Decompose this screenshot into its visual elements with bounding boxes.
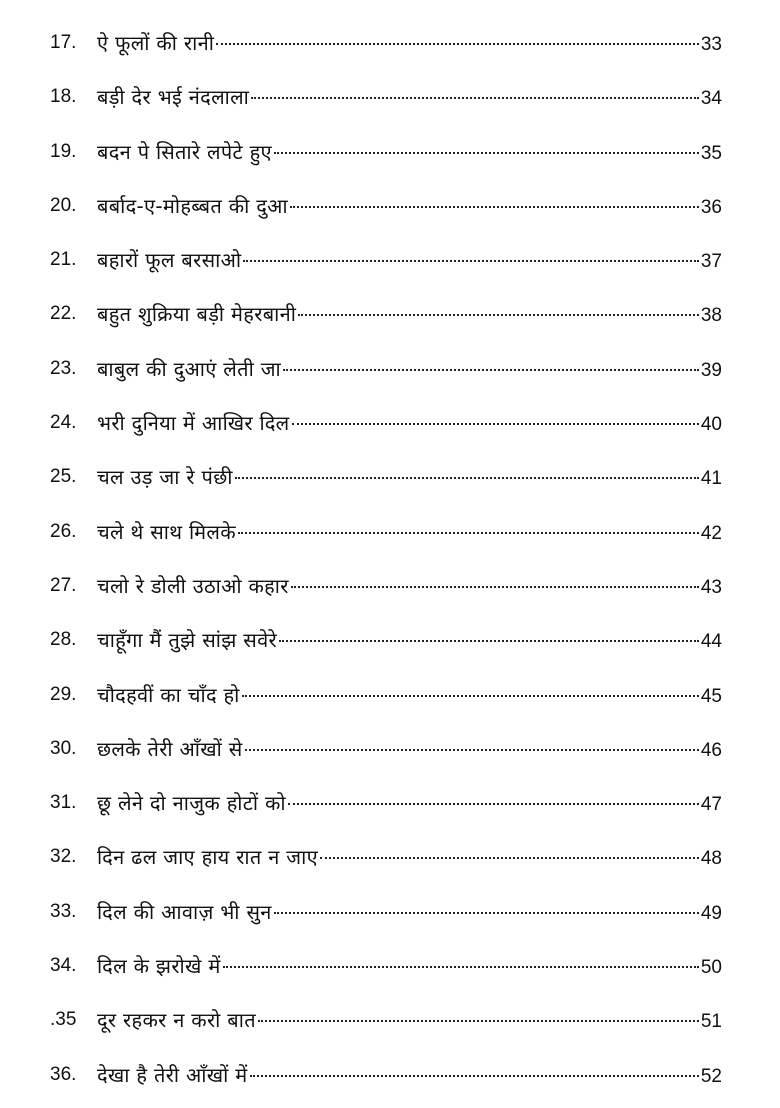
- entry-title: दिल की आवाज़ भी सुन: [97, 899, 272, 924]
- entry-line: [97, 680, 722, 710]
- entry-page-number: 43: [700, 576, 722, 598]
- entry-line: [97, 1005, 722, 1035]
- entry-number: .35: [50, 1009, 77, 1031]
- entry-page-number: 50: [700, 957, 722, 979]
- entry-line: [97, 1060, 722, 1090]
- entry-number: 36.: [50, 1063, 77, 1085]
- dot-leader: [223, 966, 699, 968]
- entry-page-number: 45: [700, 685, 722, 707]
- entry-number: 18.: [50, 86, 77, 108]
- toc-entry: [0, 291, 780, 345]
- entry-title: देखा है तेरी आँखों में: [97, 1062, 248, 1087]
- entry-number: 31.: [50, 792, 77, 814]
- entry-page-number: 51: [700, 1011, 722, 1033]
- entry-page-number: 36: [700, 196, 722, 218]
- entry-page-number: 33: [700, 34, 722, 55]
- toc-entry: [0, 889, 780, 943]
- entry-page-number: 42: [700, 522, 722, 544]
- dot-leader: [250, 1075, 699, 1077]
- entry-title: बड़ी देर भई नंदलाला: [97, 85, 250, 110]
- entry-title: बहुत शुक्रिया बड़ी मेहरबानी: [97, 302, 297, 327]
- toc-entry: [0, 454, 780, 508]
- entry-line: [97, 897, 722, 927]
- entry-line: [97, 951, 722, 981]
- entry-page-number: 35: [700, 142, 722, 164]
- dot-leader: [288, 803, 699, 805]
- entry-number: 30.: [50, 737, 77, 759]
- entry-line: [97, 842, 722, 872]
- entry-page-number: 34: [700, 88, 722, 110]
- entry-title: चाहूँगा मैं तुझे सांझ सवेरे: [97, 628, 277, 653]
- dot-leader: [274, 152, 699, 154]
- entry-number: 27.: [50, 574, 77, 596]
- entry-number: 22.: [50, 303, 77, 325]
- entry-number: 19.: [50, 140, 77, 162]
- dot-leader: [292, 423, 699, 425]
- entry-line: [97, 517, 722, 547]
- entry-line: [97, 462, 722, 492]
- entry-line: [97, 734, 722, 764]
- entry-title: छू लेने दो नाजुक होटों को: [97, 791, 286, 816]
- toc-entry: [0, 400, 780, 454]
- entry-title: दूर रहकर न करो बात: [97, 1008, 256, 1033]
- entry-title: दिल के झरोखे में: [97, 954, 221, 979]
- entry-title: बर्बाद-ए-मोहब्बत की दुआ: [97, 193, 288, 218]
- toc-entry: [0, 183, 780, 237]
- entry-title: चलो रे डोली उठाओ कहार: [97, 573, 289, 598]
- toc-entry: [0, 672, 780, 726]
- entry-page-number: 38: [700, 305, 722, 327]
- toc-entry: [0, 509, 780, 563]
- entry-line: [97, 191, 722, 221]
- dot-leader: [238, 532, 699, 534]
- entry-line: [97, 299, 722, 329]
- entry-page-number: 39: [700, 359, 722, 381]
- toc-entry: [0, 726, 780, 780]
- dot-leader: [242, 695, 699, 697]
- entry-number: 17.: [50, 32, 77, 53]
- entry-page-number: 52: [700, 1065, 722, 1087]
- entry-title: चले थे साथ मिलके: [97, 519, 236, 544]
- dot-leader: [258, 1020, 699, 1022]
- dot-leader: [290, 206, 699, 208]
- dot-leader: [283, 369, 699, 371]
- toc-entry: [0, 346, 780, 400]
- entry-page-number: 47: [700, 794, 722, 816]
- entry-number: 34.: [50, 955, 77, 977]
- entry-page-number: 48: [700, 848, 722, 870]
- entry-title: ऐ फूलों की रानी: [97, 31, 215, 55]
- toc-entry: [0, 129, 780, 183]
- entry-title: दिन ढल जाए हाय रात न जाए: [97, 845, 318, 870]
- toc-entry: [0, 1052, 780, 1106]
- toc-entry: [0, 20, 780, 74]
- dot-leader: [279, 640, 699, 642]
- entry-title: बाबुल की दुआएं लेती जा: [97, 356, 282, 381]
- entry-line: [97, 625, 722, 655]
- entry-number: 25.: [50, 466, 77, 488]
- toc-entry: [0, 997, 780, 1051]
- entry-line: [97, 82, 722, 112]
- dot-leader: [320, 857, 699, 859]
- dot-leader: [243, 260, 699, 262]
- entry-line: [97, 571, 722, 601]
- entry-line: [97, 354, 722, 384]
- entry-line: [97, 788, 722, 818]
- dot-leader: [235, 477, 699, 479]
- entry-page-number: 41: [700, 468, 722, 490]
- toc-entry: [0, 237, 780, 291]
- entry-title: छलके तेरी आँखों से: [97, 736, 243, 761]
- entry-line: [97, 408, 722, 438]
- entry-page-number: 37: [700, 251, 722, 273]
- toc-entry: [0, 943, 780, 997]
- entry-number: 26.: [50, 520, 77, 542]
- dot-leader: [291, 586, 699, 588]
- entry-number: 20.: [50, 194, 77, 216]
- entry-number: 29.: [50, 683, 77, 705]
- entry-line: [97, 28, 722, 58]
- entry-page-number: 44: [700, 631, 722, 653]
- entry-number: 23.: [50, 357, 77, 379]
- entry-number: 24.: [50, 412, 77, 434]
- dot-leader: [298, 314, 699, 316]
- dot-leader: [245, 749, 699, 751]
- entry-number: 21.: [50, 249, 77, 271]
- dot-leader: [216, 43, 699, 45]
- entry-line: [97, 137, 722, 167]
- entry-page-number: 49: [700, 902, 722, 924]
- entry-page-number: 46: [700, 739, 722, 761]
- toc-entry: [0, 563, 780, 617]
- dot-leader: [251, 97, 699, 99]
- entry-title: चौदहवीं का चाँद हो: [97, 682, 240, 707]
- entry-number: 28.: [50, 629, 77, 651]
- entry-title: बहारों फूल बरसाओ: [97, 248, 242, 273]
- toc-entry: [0, 834, 780, 888]
- entry-line: [97, 245, 722, 275]
- entry-title: बदन पे सितारे लपेटे हुए: [97, 139, 272, 164]
- dot-leader: [274, 912, 699, 914]
- entry-number: 33.: [50, 900, 77, 922]
- toc-entry: [0, 74, 780, 128]
- entry-title: भरी दुनिया में आखिर दिल: [97, 411, 290, 436]
- entry-page-number: 40: [700, 414, 722, 436]
- toc-entry: [0, 780, 780, 834]
- table-of-contents: [0, 20, 780, 1106]
- entry-number: 32.: [50, 846, 77, 868]
- entry-title: चल उड़ जा रे पंछी: [97, 465, 233, 490]
- toc-entry: [0, 617, 780, 671]
